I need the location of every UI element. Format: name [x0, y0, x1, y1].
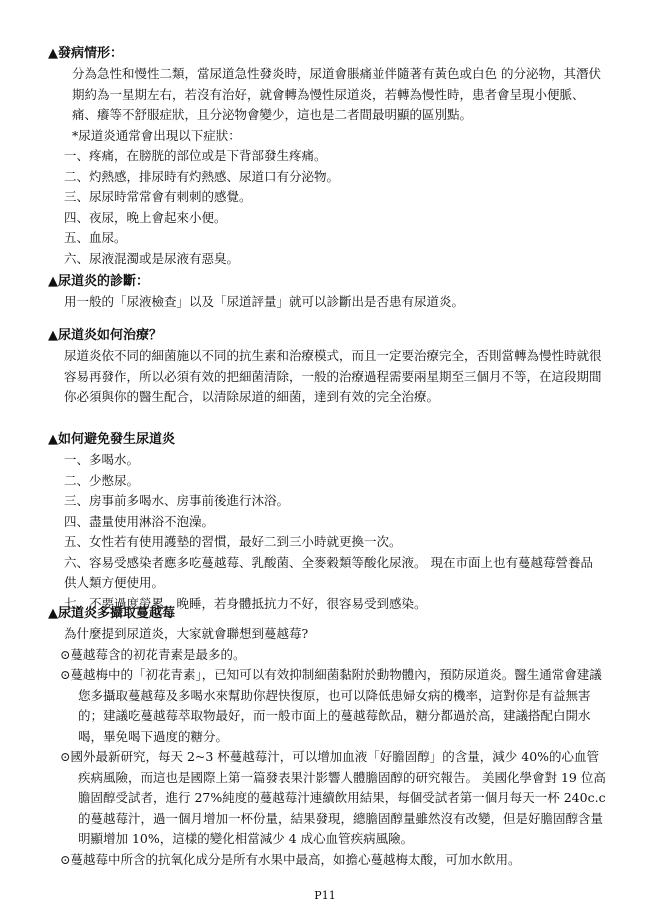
list-item: 三、房事前多喝水、房事前後進行沐浴。 — [64, 493, 290, 508]
list-item: 六、容易受感染者應多吃蔓越莓、乳酸菌、全麥穀類等酸化尿液。 現在市面上也有蔓越莓營養品供人類方便使用。 — [64, 554, 593, 590]
paragraph: 用一般的「尿液檢查」以及「尿道評量」就可以診斷出是否患有尿道炎。 — [64, 294, 465, 309]
list-item: 三、尿尿時常常會有刺刺的感覺。 — [64, 189, 252, 204]
list-item: ⊙國外最新研究，每天 2~3 杯蔓越莓汁，可以增加血液「好膽固醇」的含量，減少 40%的心血管疾病風險，而這也是國際上第一篇發表果汁影響人體膽固醇的研究報告。 美國化學會對 19 位高膽固醇受試者，進行 27%純度的蔓越莓汁連續飲用結果，每個受試者第一個月每天一杯 240c.c 的蔓越莓汁，過一個月增加一杯份量，結果發現，總膽固醇量雖然沒有改變，但是好膽固醇含量明顯增加 10%，這樣的變化相當減少 4 成心血管疾病風險。 — [60, 749, 606, 846]
section-title: ▲尿道炎多攝取蔓越莓 — [48, 606, 175, 621]
list-item: 二、少憋尿。 — [64, 472, 140, 488]
section-title: ▲尿道炎的診斷： — [48, 274, 149, 289]
paragraph: 尿道炎依不同的細菌施以不同的抗生素和治療模式，而且一定要治療完全，否則當轉為慢性時就很容易再發作，所以必須有效的把細菌清除，一般的治療過程需要兩星期至三個月不等，在這段期間你必須與你的醫生配合，以清除尿道的細菌，達到有效的完全治療。 — [64, 348, 602, 404]
list-item: 五、血尿。 — [64, 230, 127, 245]
intro-line: 為什麼提到尿道炎，大家就會聯想到蔓越莓? — [64, 626, 309, 641]
list-item: ⊙蔓越莓中所含的抗氧化成分是所有水果中最高，如擔心蔓越梅太酸，可加水飲用。 — [60, 851, 521, 867]
section-diagnosis — [48, 272, 608, 313]
section-cranberry — [48, 604, 608, 870]
list-item: 二、灼熱感，排尿時有灼熱感、尿道口有分泌物。 — [64, 168, 340, 184]
section-prevention — [48, 430, 608, 614]
list-lead: *尿道炎通常會出現以下症狀： — [72, 127, 241, 143]
section-title: ▲如何避免發生尿道炎 — [48, 432, 175, 447]
list-item: 五、女性若有使用護墊的習慣，最好二到三小時就更換一次。 — [64, 534, 402, 549]
list-item: ⊙蔓越莓含的初花青素是最多的。 — [60, 646, 246, 662]
list-item: 一、疼痛，在膀胱的部位或是下背部發生疼痛。 — [64, 148, 327, 163]
list-item: 四、盡量使用淋浴不泡澡。 — [64, 513, 215, 529]
list-item: 一、多喝水。 — [64, 452, 140, 467]
page-number: P11 — [314, 889, 336, 902]
list-item: ⊙蔓越梅中的「初花青素」，已知可以有效抑制細菌黏附於動物體內，預防尿道炎。醫生通常會建議您多攝取蔓越莓及多喝水來幫助你趕快復原，也可以降低患婦女病的機率，這對你是有益無害的；建議吃蔓越莓萃取物最好，而一般市面上的蔓越莓飲品，糖分都過於高，建議搭配白開水喝，畢免喝下過度的糖分。 — [60, 667, 602, 744]
list-item: 七、不要過度勞累、晚睡，若身體抵抗力不好，很容易受到感染。 — [64, 595, 427, 611]
list-item: 六、尿液混濁或是尿液有惡臭。 — [64, 250, 240, 266]
section-title: ▲發病情形： — [48, 46, 123, 61]
paragraph: 分為急性和慢性二類，當尿道急性發炎時，尿道會脹痛並伴隨著有黃色或白色 的分泌物，其潛伏期約為一星期左右，若沒有治好，就會轉為慢性尿道炎，若轉為慢性時，患者會呈現小便脈、痛、癢等不舒服症狀，且分泌物會變少，這也是二者間最明顯的區別點。 — [72, 66, 601, 122]
section-title: ▲尿道炎如何治療？ — [48, 328, 162, 343]
section-treatment — [48, 326, 608, 408]
list-item: 四、夜尿，晚上會起來小便。 — [64, 209, 227, 225]
section-symptoms — [48, 44, 608, 269]
